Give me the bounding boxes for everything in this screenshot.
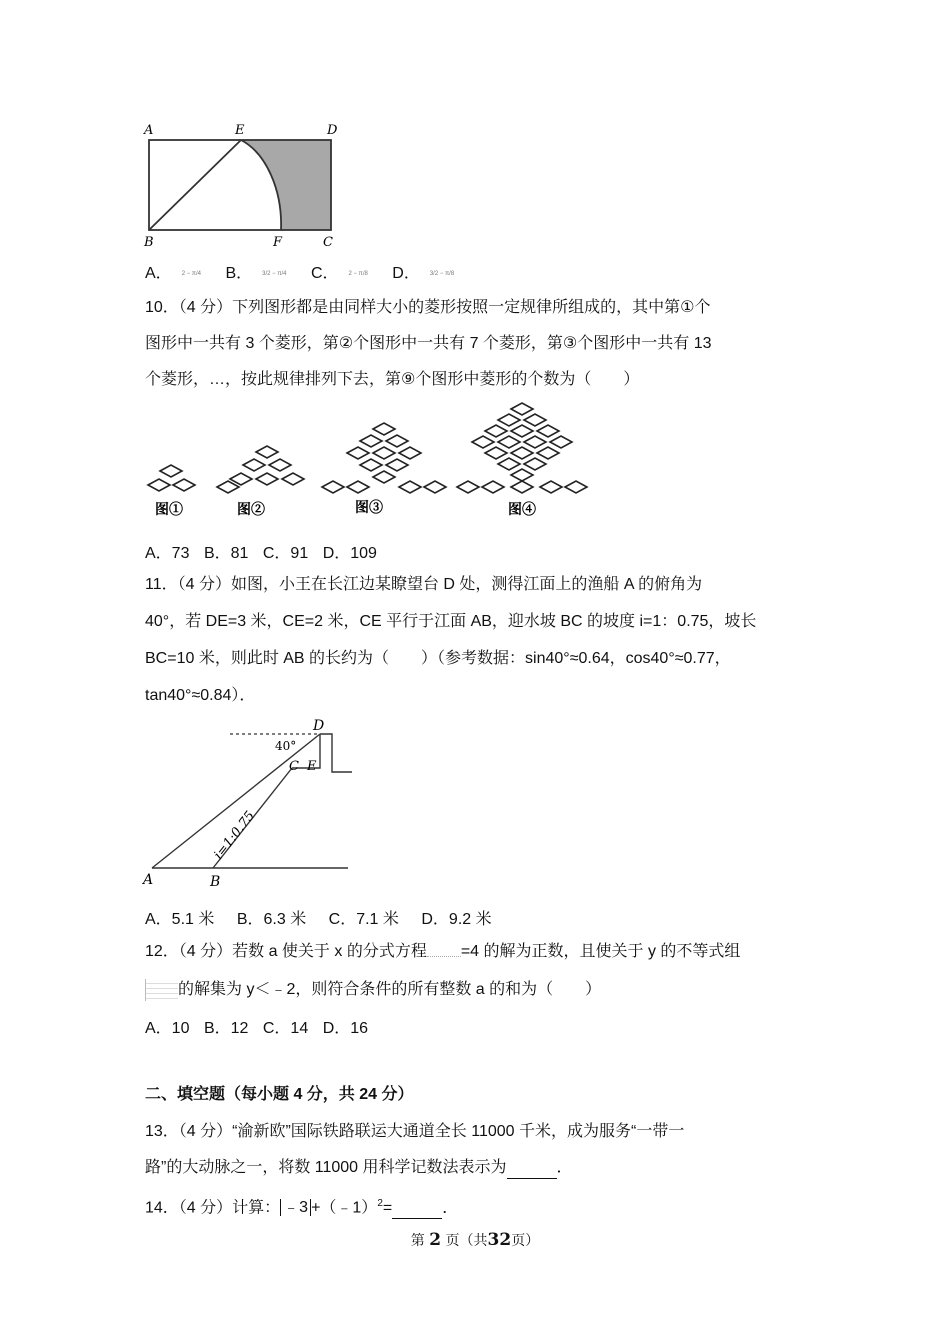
rhombus-fig4 [498, 436, 520, 448]
q13-answer-blank[interactable] [507, 1162, 557, 1179]
q9-option-c[interactable]: C． 2 − π/8 [310, 265, 368, 282]
rhombus-fig4 [498, 414, 520, 426]
label-c-point: C [289, 759, 299, 774]
page-footer: 第 2 页（共32页） [410, 1230, 540, 1250]
q9-option-b[interactable]: B． 3/2 − π/4 [225, 265, 287, 282]
rhombus-fig3 [360, 435, 382, 447]
q12-line-2: 的解集为 y＜﹣2，则符合条件的所有整数 a 的和为（ ） [145, 979, 601, 1001]
rhombus-fig4 [550, 436, 572, 448]
rhombus-fig3 [347, 481, 369, 493]
q9-options [145, 260, 474, 283]
q13-line-2: 路”的大动脉之一，将数 11000 用科学记数法表示为 ． [145, 1157, 573, 1179]
rhombus-fig2 [282, 473, 304, 485]
label-a-point: A [143, 872, 154, 888]
total-pages: 32 [487, 1230, 512, 1250]
q11-option-d[interactable]: D．9.2 米 [421, 911, 492, 928]
rhombus-fig4 [485, 425, 507, 437]
page-number: 2 [429, 1230, 442, 1250]
q11-figure [140, 712, 360, 892]
rhombus-fig4 [511, 403, 533, 415]
rhombus-fig2 [269, 459, 291, 471]
rhombus-fig3 [322, 481, 344, 493]
rhombus-fig4 [524, 458, 546, 470]
q13-line-1: 13．（4 分）“渝新欧”国际铁路联运大通道全长 11000 千米，成为服务“一带一 [145, 1123, 685, 1140]
rhombus-fig4 [540, 481, 562, 493]
rhombus-fig4 [511, 425, 533, 437]
q10-option-c[interactable]: C．91 [262, 545, 309, 562]
q11-option-b[interactable]: B．6.3 米 [236, 911, 307, 928]
rhombus-fig3 [373, 423, 395, 435]
q12-option-a[interactable]: A．10 [145, 1020, 190, 1037]
q9-option-a[interactable]: A． 2 − π/4 [145, 265, 202, 282]
rhombus-fig3 [386, 435, 408, 447]
rhombus-fig4 [482, 481, 504, 493]
q11-option-c[interactable]: C．7.1 米 [328, 911, 399, 928]
q12-line-1: 12．（4 分）若数 a 使关于 x 的分式方程 =4 的解为正数，且使关于 y 的不等式组 [145, 943, 741, 960]
rhombus-fig4 [472, 436, 494, 448]
rhombus-fig4 [524, 436, 546, 448]
rhombus-fig4 [457, 481, 479, 493]
label-e: E [235, 123, 245, 138]
label-d-tower: D [313, 718, 325, 734]
q12-option-d[interactable]: D．16 [322, 1020, 369, 1037]
slope-label: i=1:0.75 [211, 808, 259, 863]
q10-options [145, 540, 387, 563]
q11-options [145, 906, 502, 929]
q11-option-a[interactable]: A．5.1 米 [145, 911, 215, 928]
rhombus-fig4 [537, 447, 559, 459]
q10-option-d[interactable]: D．109 [322, 545, 377, 562]
q10-line-1: 10．（4 分）下列图形都是由同样大小的菱形按照一定规律所组成的，其中第①个 [145, 299, 711, 316]
caption-1: 图① [155, 501, 183, 517]
q11-line-1: 11．（4 分）如图，小王在长江边某瞭望台 D 处，测得江面上的渔船 A 的俯角为 [145, 576, 703, 593]
q12-option-b[interactable]: B．12 [203, 1020, 249, 1037]
rhombus-fig4 [511, 447, 533, 459]
q12-option-c[interactable]: C．14 [262, 1020, 309, 1037]
label-d: D [327, 123, 338, 138]
rhombus-fig4 [485, 447, 507, 459]
fraction-equation-image [427, 946, 461, 957]
rhombus-fig3 [360, 459, 382, 471]
rhombus-fig3 [373, 471, 395, 483]
rhombus-fig1 [160, 465, 182, 477]
rhombus-fig3 [386, 459, 408, 471]
label-b-point: B [210, 874, 221, 890]
shaded-region [241, 140, 331, 230]
rhombus-fig1 [173, 479, 195, 491]
inequality-system-image [145, 979, 178, 1001]
rhombus-fig3 [424, 481, 446, 493]
q11-line-3: BC=10 米，则此时 AB 的长约为（ ）（参考数据：sin40°≈0.64，cos40°≈0.77， [145, 650, 731, 667]
rhombus-fig3 [347, 447, 369, 459]
q9-option-d[interactable]: D． 3/2 − π/8 [392, 265, 455, 282]
q12-options [145, 1015, 378, 1038]
rhombus-fig4 [511, 481, 533, 493]
rhombus-fig4 [565, 481, 587, 493]
q10-line-2: 图形中一共有 3 个菱形，第②个图形中一共有 7 个菱形，第③个图形中一共有 13 [145, 335, 712, 352]
angle-label: 40° [275, 739, 297, 753]
absolute-value: ﹣3 [280, 1199, 311, 1216]
q11-line-4: tan40°≈0.84）． [145, 687, 256, 704]
rhombus-fig1 [148, 479, 170, 491]
rhombus-fig4 [524, 414, 546, 426]
rhombus-fig2 [256, 473, 278, 485]
q14-line: 14．（4 分）计算： ﹣3 +（﹣1）$^2$= ． [145, 1193, 458, 1219]
rhombus-fig4 [537, 425, 559, 437]
section-heading: 二、填空题（每小题 4 分，共 24 分） [145, 1086, 414, 1103]
caption-3: 图③ [355, 499, 383, 515]
label-e-point: E [307, 759, 317, 774]
label-f: F [273, 235, 283, 250]
caption-2: 图② [237, 501, 265, 517]
rhombus-fig4 [511, 469, 533, 481]
label-c: C [323, 235, 333, 250]
rhombus-fig4 [498, 458, 520, 470]
rhombus-fig3 [399, 447, 421, 459]
rhombus-fig3 [373, 447, 395, 459]
q10-option-b[interactable]: B．81 [203, 545, 249, 562]
q10-rhombus-figures [140, 395, 600, 530]
q10-line-3: 个菱形，…，按此规律排列下去，第⑨个图形中菱形的个数为（ ） [145, 371, 640, 388]
q14-answer-blank[interactable] [392, 1202, 442, 1219]
rhombus-fig2 [243, 459, 265, 471]
q10-option-a[interactable]: A．73 [145, 545, 190, 562]
label-b: B [144, 235, 154, 250]
rhombus-fig3 [399, 481, 421, 493]
rhombus-fig2 [256, 446, 278, 458]
q9-figure [140, 120, 350, 250]
q11-line-2: 40°，若 DE=3 米，CE=2 米，CE 平行于江面 AB，迎水坡 BC 的坡度 i=1：0.75，坡长 [145, 613, 757, 630]
label-a: A [144, 123, 154, 138]
caption-4: 图④ [508, 501, 536, 517]
